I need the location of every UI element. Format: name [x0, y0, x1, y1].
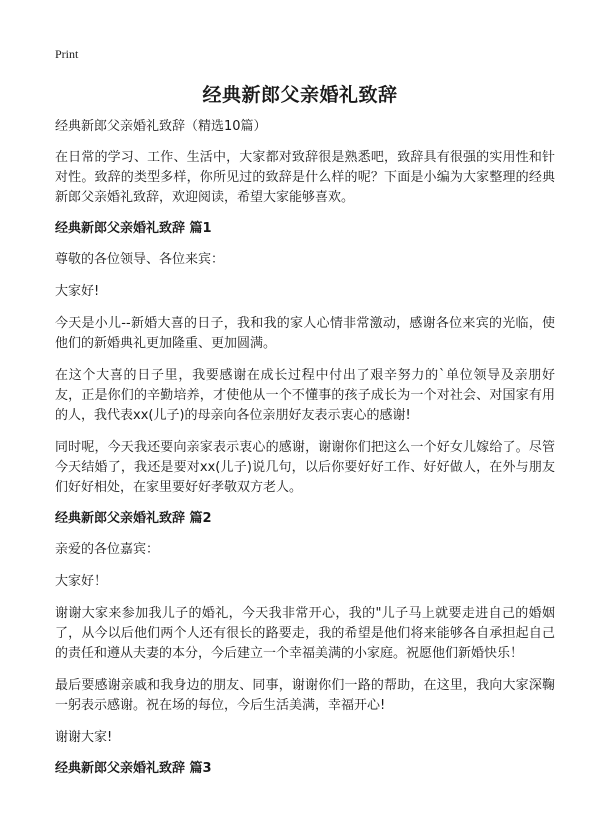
section-paragraph: 尊敬的各位领导、各位来宾：: [55, 252, 225, 267]
section-paragraph: 大家好！: [55, 574, 108, 589]
article-subtitle: 经典新郎父亲婚礼致辞（精选10篇）: [55, 119, 267, 134]
section-3: [55, 760, 555, 778]
section-paragraph: 大家好!: [55, 284, 100, 299]
intro-paragraph: 在日常的学习、工作、生活中，大家都对致辞很是熟悉吧，致辞具有很强的实用性和针对性。致辞的类型多样，你所见过的致辞是什么样的呢？下面是小编为大家整理的经典新郎父亲婚礼致辞，欢迎阅读，希望大家能够喜欢。: [55, 150, 555, 205]
section-paragraph: 谢谢大家!: [55, 730, 113, 745]
print-link[interactable]: Print: [55, 47, 79, 61]
section-heading: 经典新郎父亲婚礼致辞 篇2: [55, 511, 212, 526]
section-paragraph: 亲爱的各位嘉宾：: [55, 542, 160, 557]
section-paragraph: 在这个大喜的日子里，我要感谢在成长过程中付出了艰辛努力的`单位领导及亲朋好友，正是你们的辛勤培养，才使他从一个不懂事的孩子成长为一个对社会、对国家有用的人，我代表xx(儿子)的母亲向各位亲朋好友表示衷心的感谢!: [55, 368, 555, 423]
page-title: 经典新郎父亲婚礼致辞: [202, 84, 398, 106]
section-paragraph: 今天是小儿--新婚大喜的日子，我和我的家人心情非常激动，感谢各位来宾的光临，使他们的新婚典礼更加隆重、更加圆满。: [55, 316, 555, 351]
section-paragraph: 同时呢，今天我还要向亲家表示衷心的感谢，谢谢你们把这么一个好女儿嫁给了。尽管今天结婚了，我还是要对xx(儿子)说几句，以后你要好好工作、好好做人，在外与朋友们好好相处，在家里要好好孝敬双方老人。: [55, 440, 555, 495]
section-1: [55, 220, 555, 498]
section-paragraph: 最后要感谢亲戚和我身边的朋友、同事，谢谢你们一路的帮助，在这里，我向大家深鞠一躬表示感谢。祝在场的每位，今后生活美满，幸福开心!: [55, 678, 555, 713]
section-heading: 经典新郎父亲婚礼致辞 篇1: [55, 221, 212, 236]
section-heading: 经典新郎父亲婚礼致辞 篇3: [55, 761, 212, 776]
section-paragraph: 谢谢大家来参加我儿子的婚礼，今天我非常开心，我的"儿子马上就要走进自己的婚姻了，从今以后他们两个人还有很长的路要走，我的希望是他们将来能够各自承担起自己的责任和遵从夫妻的本分，今后建立一个幸福美满的小家庭。祝愿他们新婚快乐！: [55, 606, 555, 661]
article-body: [55, 118, 555, 790]
section-2: [55, 510, 555, 748]
